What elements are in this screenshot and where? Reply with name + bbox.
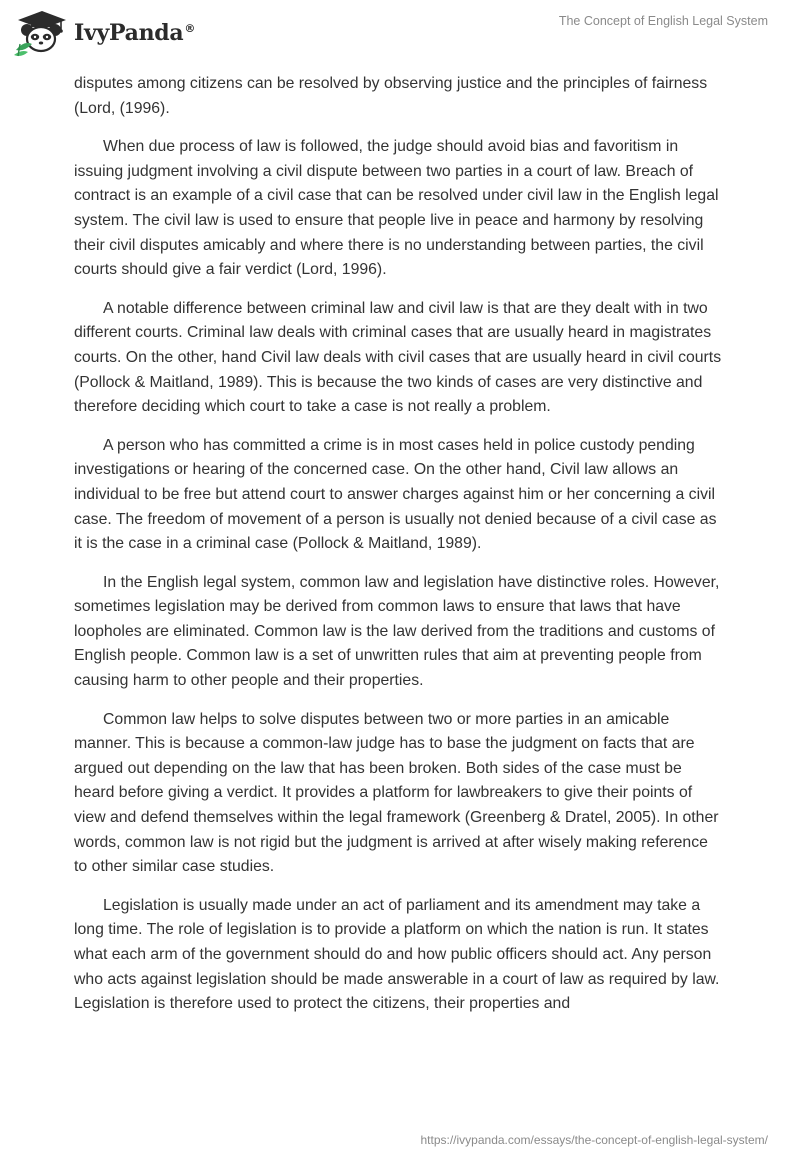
- brand-name: [74, 20, 195, 46]
- paragraph: In the English legal system, common law and legislation have distinctive roles. However, sometimes legislation may be derived from common laws to ensure that laws that have loopholes are eliminated. Common law is the law derived from the traditions and customs of English people. Common law is a set of unwritten rules that aim at preventing people from causing harm to other people and their properties.: [74, 573, 720, 690]
- essay-body: [74, 72, 724, 1031]
- panda-graduate-icon: [12, 8, 70, 58]
- document-title: The Concept of English Legal System: [558, 14, 768, 28]
- paragraph: disputes among citizens can be resolved by observing justice and the principles of fairness (Lord, (1996).: [74, 75, 708, 117]
- brand-name-text: IvyPanda: [74, 20, 184, 46]
- paragraph: Legislation is usually made under an act of parliament and its amendment may take a long time. The role of legislation is to provide a platform on which the nation is run. It states what each arm of the government should do and how public officers should act. Any person who acts against legislation should be made answerable in a court of law as required by law. Legislation is therefore used to protect the citizens, their properties and: [74, 896, 720, 1013]
- paragraph: A person who has committed a crime is in most cases held in police custody pending investigations or hearing of the concerned case. On the other hand, Civil law allows an individual to be free but attend court to answer charges against him or her concerning a civil case. The freedom of movement of a person is usually not denied because of a civil case as it is the case in a criminal case (Pollock & Maitland, 1989).: [74, 436, 717, 553]
- paragraph: When due process of law is followed, the judge should avoid bias and favoritism in issuing judgment involving a civil dispute between two parties in a court of law. Breach of contract is an example of a civil case that can be resolved under civil law in the English legal system. The civil law is used to ensure that people live in peace and harmony by resolving their civil disputes amicably and where there is no understanding between parties, the civil courts should give a fair verdict (Lord, 1996).: [74, 138, 719, 279]
- registered-mark: ®: [184, 21, 196, 35]
- paragraph: Common law helps to solve disputes between two or more parties in an amicable manner. This is because a common-law judge has to base the judgment on facts that are argued out depending on the law that has been broken. Both sides of the case must be heard before giving a verdict. It provides a platform for lawbreakers to give their points of view and defend themselves within the legal framework (Greenberg & Dratel, 2005). In other words, common law is not rigid but the judgment is arrived at after wisely making reference to other similar case studies.: [74, 710, 719, 876]
- source-url[interactable]: https://ivypanda.com/essays/the-concept-of-english-legal-system/: [420, 1133, 768, 1147]
- ivypanda-logo[interactable]: [12, 8, 195, 58]
- paragraph: A notable difference between criminal law and civil law is that are they dealt with in two different courts. Criminal law deals with criminal cases that are usually heard in magistrates courts. On the other, hand Civil law deals with civil cases that are usually heard in civil courts (Pollock & Maitland, 1989). This is because the two kinds of cases are very distinctive and therefore deciding which court to take a case is not really a problem.: [74, 299, 722, 416]
- page-header: [0, 0, 800, 70]
